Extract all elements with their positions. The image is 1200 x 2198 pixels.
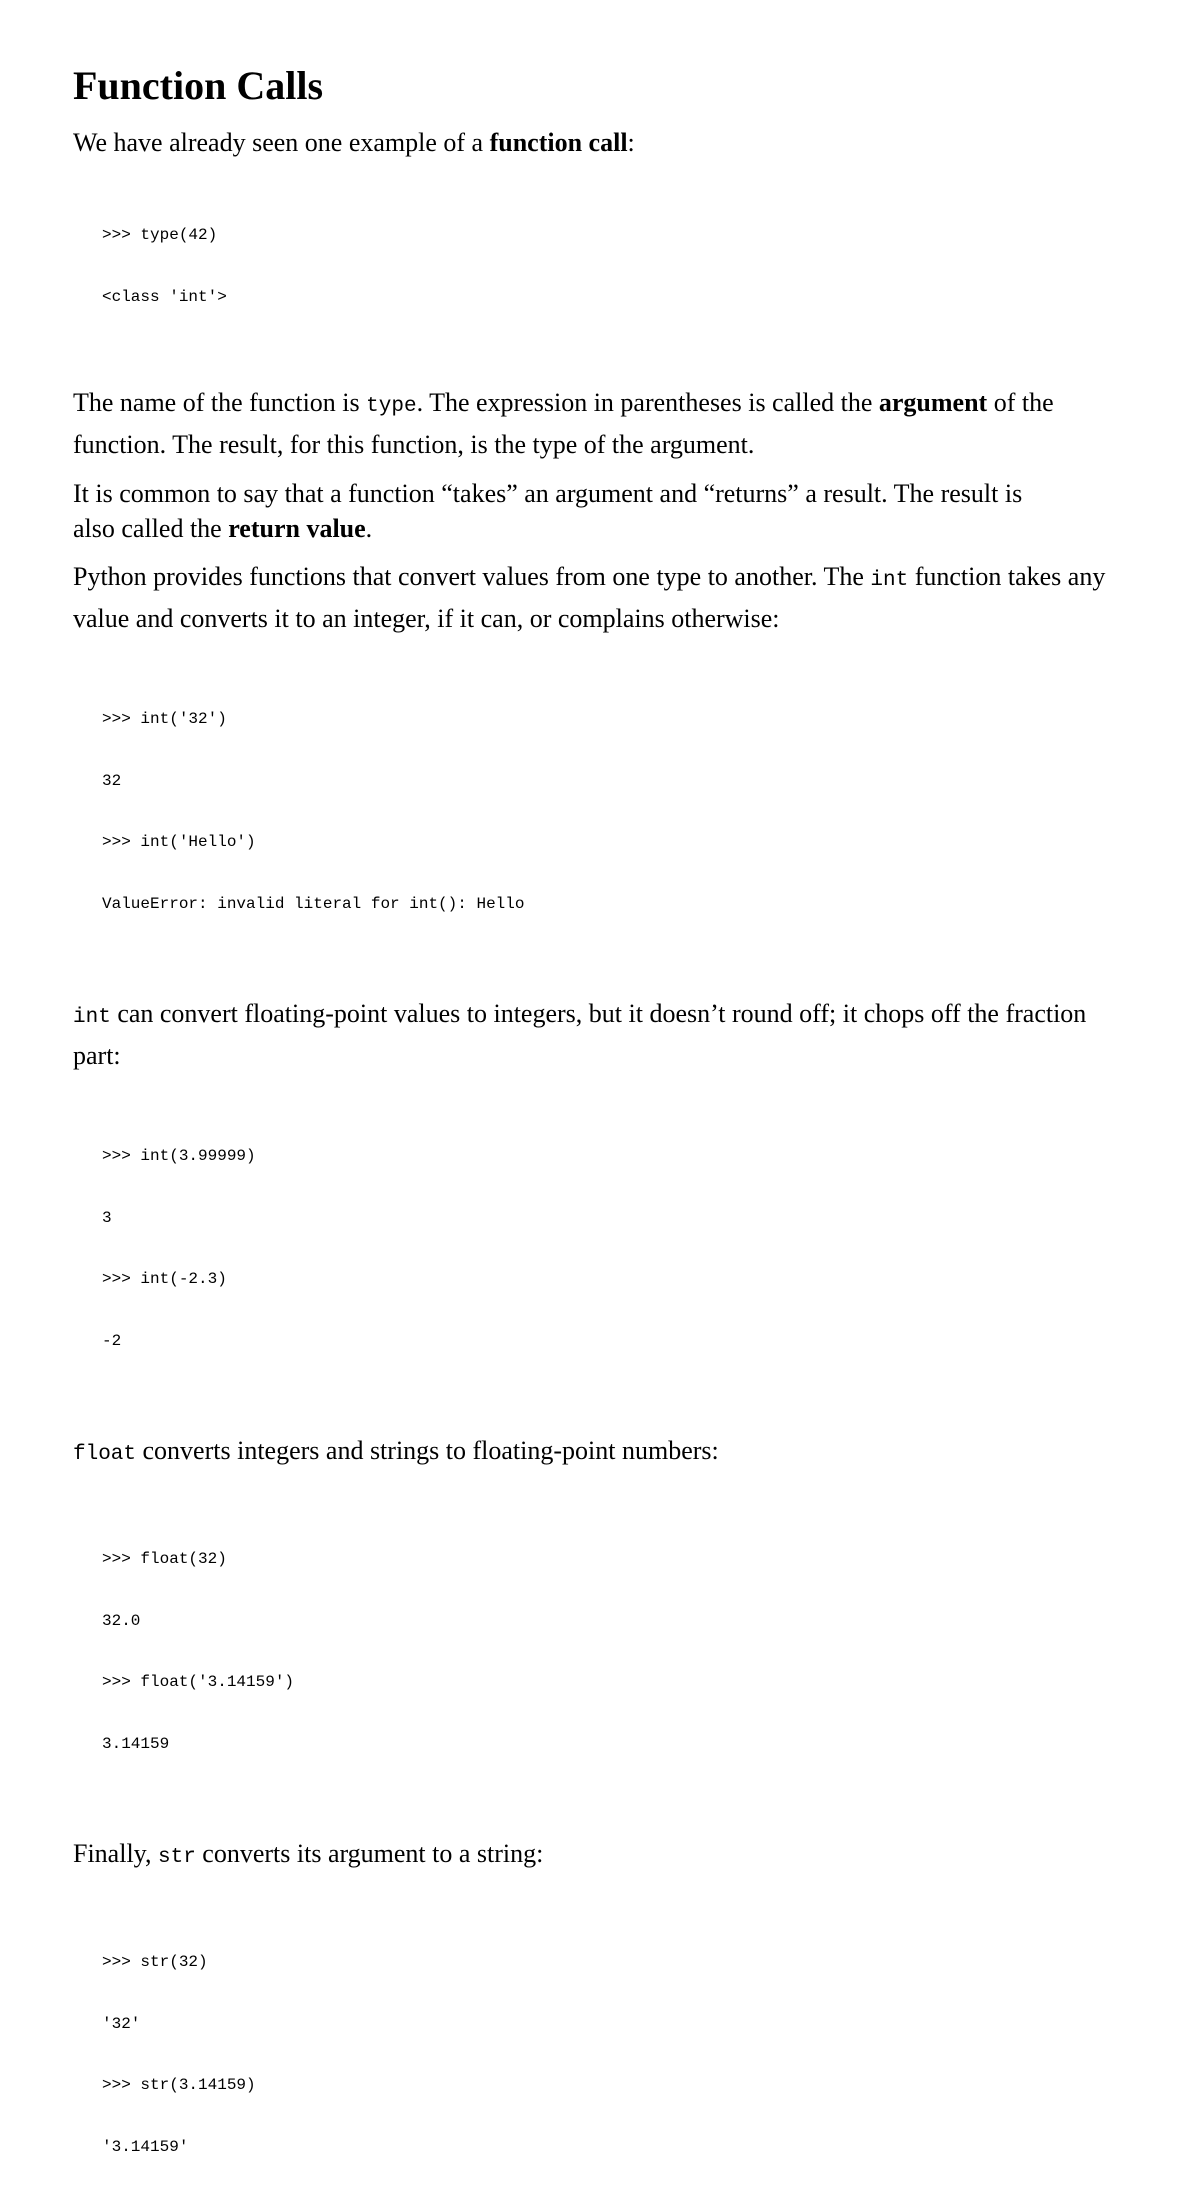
code-line: >>> type(42)	[102, 226, 218, 244]
text: converts its argument to a string:	[195, 1839, 544, 1868]
paragraph-argument	[73, 384, 1140, 464]
code-line: >>> str(32)	[102, 1953, 208, 1971]
paragraph-float	[73, 1432, 1140, 1474]
text: We have already seen one example of a	[73, 128, 490, 157]
inline-code-int: int	[73, 1006, 111, 1029]
code-line: '32'	[102, 2014, 141, 2033]
code-line: >>> float('3.14159')	[102, 1673, 295, 1691]
text: function takes any value and converts it to an integer, if it can, or complains otherwise:	[73, 562, 1106, 633]
code-block-int-float	[102, 1105, 1140, 1392]
code-line: >>> int(-2.3)	[102, 1270, 227, 1288]
page-title: Function Calls	[73, 63, 324, 108]
text: Python provides functions that convert values from one type to another. The	[73, 562, 871, 591]
code-line: 3.14159	[102, 1734, 170, 1753]
paragraph-intro	[73, 124, 1140, 162]
paragraph-int-float	[73, 995, 1140, 1075]
code-line: >>> str(3.14159)	[102, 2076, 256, 2094]
code-line: >>> int('Hello')	[102, 833, 256, 851]
bold-term-function-call: function call	[489, 128, 628, 157]
code-line: <class 'int'>	[102, 287, 227, 306]
code-block-int	[102, 668, 1140, 955]
text: converts integers and strings to floating-point numbers:	[136, 1436, 719, 1465]
code-line: -2	[102, 1331, 122, 1350]
text: The name of the function is	[73, 388, 367, 417]
text: Finally,	[73, 1839, 158, 1868]
code-line: >>> float(32)	[102, 1550, 227, 1568]
inline-code-int: int	[870, 569, 909, 592]
code-line: ValueError: invalid literal for int(): Hello	[102, 894, 525, 913]
paragraph-conversion	[73, 558, 1140, 638]
paragraph-return-value	[73, 476, 1063, 546]
code-line: 32.0	[102, 1611, 141, 1630]
text: can convert floating-point values to integers, but it doesn’t round off; it chops off the fraction part:	[73, 999, 1087, 1070]
text: . The expression in parentheses is called the	[416, 388, 879, 417]
code-block-float	[102, 1508, 1140, 1795]
text: It is common to say that a function “takes” an argument and “returns” a result. The result is also called the	[73, 479, 1023, 543]
code-line: >>> int(3.99999)	[102, 1147, 256, 1165]
code-block-str	[102, 1911, 1140, 2198]
text: of the function. The result, for this function, is the type of the argument.	[73, 388, 1054, 459]
code-line: 32	[102, 771, 122, 790]
inline-code-float: float	[73, 1443, 137, 1466]
code-block-type	[102, 184, 1140, 348]
bold-term-return-value: return value	[228, 514, 366, 543]
bold-term-argument: argument	[878, 388, 988, 417]
text: :	[627, 128, 635, 157]
text: .	[365, 514, 373, 543]
code-line: >>> int('32')	[102, 710, 227, 728]
code-line: 3	[102, 1208, 112, 1227]
inline-code-str: str	[157, 1846, 196, 1869]
inline-code-type: type	[366, 395, 417, 418]
code-line: '3.14159'	[102, 2137, 189, 2156]
paragraph-str	[73, 1835, 1140, 1877]
